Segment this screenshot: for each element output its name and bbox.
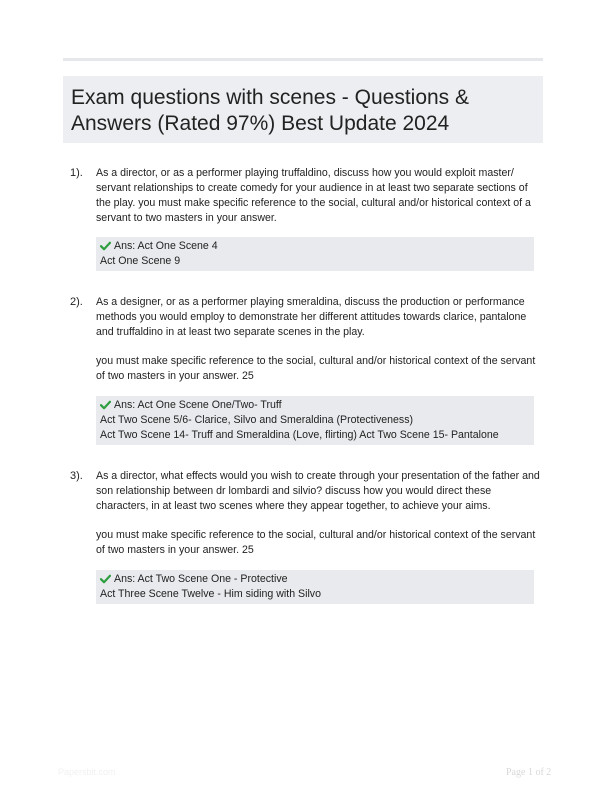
question-text [96,469,542,558]
question-number: 2). [70,296,83,308]
check-icon [100,241,111,251]
document-title: Exam questions with scenes - Questions & Answers (Rated 97%) Best Update 2024 [71,86,470,135]
answer-box [96,237,534,271]
question-text [96,295,542,384]
question-paragraph: As a director, or as a performer playing truffaldino, discuss how you would exploit master/ servant relationships to create comedy for your audience in at least two separate sections of the play. you must make specific reference to the social, cultural and/or historical context of a servant to two masters in your answer. [96,167,531,224]
answer-line: Act Three Scene Twelve - Him siding with Silvo [100,588,321,600]
question-paragraph: you must make specific reference to the social, cultural and/or historical context of the servant of two masters in your answer. 25 [96,355,536,382]
question-number: 3). [70,470,83,482]
answer-line: Act Two Scene 14- Truff and Smeraldina (Love, flirting) Act Two Scene 15- Pantalone [100,429,499,441]
check-icon [100,574,111,584]
answer-text: Ans: Act One Scene One/Two- Truff [114,399,282,411]
answer-box [96,396,534,445]
question-text [96,166,542,226]
question-number: 1). [70,167,83,179]
answer-line: Act Two Scene 5/6- Clarice, Silvo and Smeraldina (Protectiveness) [100,414,414,426]
footer-watermark: Papersbit.com [58,767,116,777]
title-box [63,76,543,143]
answer-line [100,572,530,587]
answer-text: Ans: Act Two Scene One - Protective [114,573,288,585]
answer-text: Ans: Act One Scene 4 [114,240,218,252]
answer-line [100,239,530,254]
page-number: Page 1 of 2 [506,767,552,778]
question-paragraph: you must make specific reference to the social, cultural and/or historical context of the servant of two masters in your answer. 25 [96,529,536,556]
question-paragraph: As a designer, or as a performer playing smeraldina, discuss the production or performance methods you would employ to demonstrate her different attitudes towards clarice, pantalone and truffaldino in at least two separate scenes in the play. [96,296,527,338]
answer-line: Act One Scene 9 [100,255,181,267]
check-icon [100,400,111,410]
question-paragraph: As a director, what effects would you wish to create through your presentation of the father and son relationship between dr lombardi and silvio? discuss how you would direct these characters, in at least two scenes where they appear together, to achieve your aims. [96,470,540,512]
answer-box [96,570,534,604]
top-divider [63,58,543,61]
answer-line [100,398,530,413]
